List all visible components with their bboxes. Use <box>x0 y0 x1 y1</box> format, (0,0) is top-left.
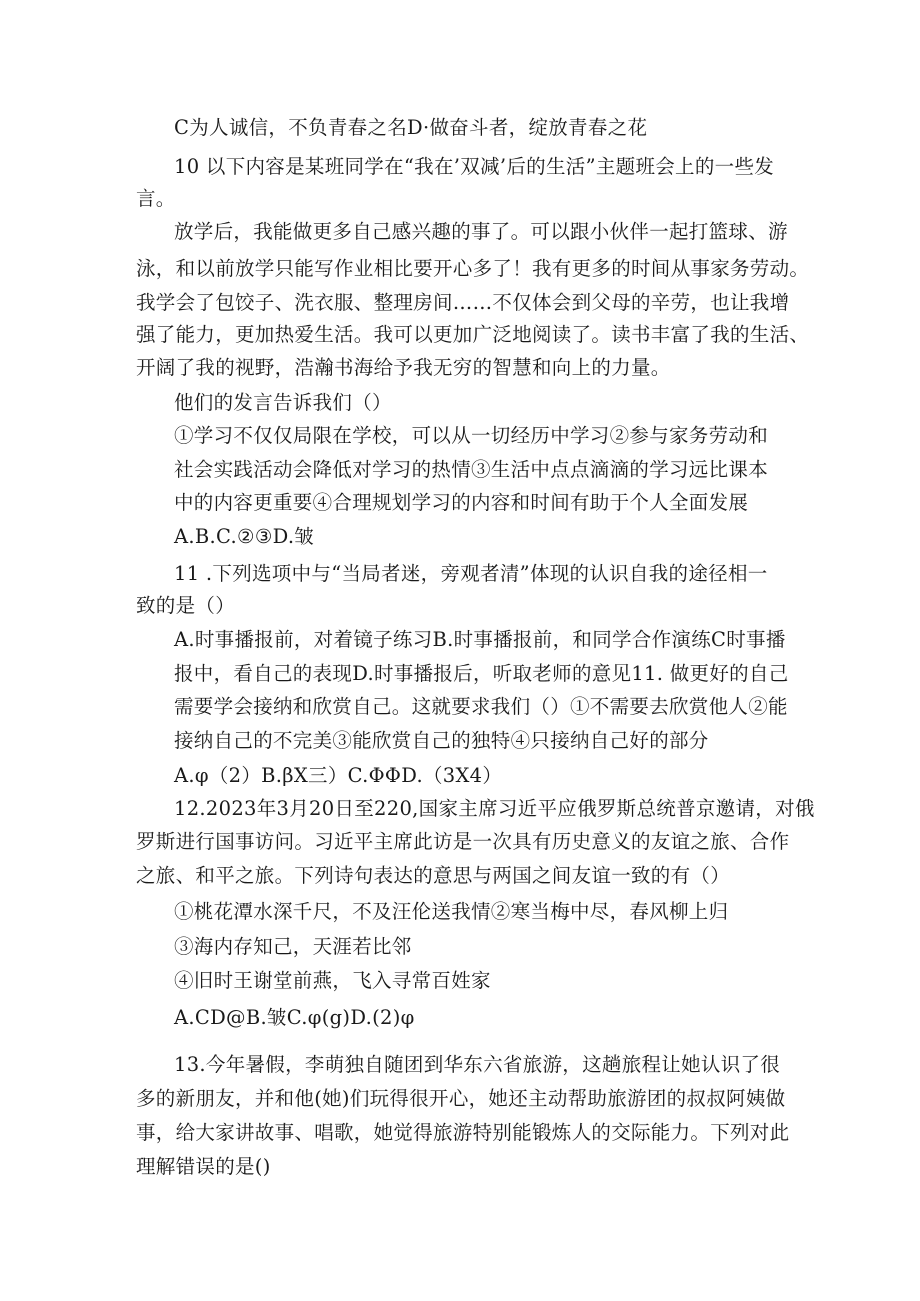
question-12-stem: 12.2023年3月20日至220,国家主席习近平应俄罗斯总统普京邀请，对俄 <box>174 797 815 820</box>
answer-options: A.时事播报前，对着镜子练习B.时事播报前，和同学合作演练C时事播 <box>174 628 786 651</box>
passage-line: 放学后，我能做更多自己感兴趣的事了。可以跟小伙伴一起打篮球、游 <box>174 220 788 243</box>
statement-line: 社会实践活动会降低对学习的热情③生活中点点滴滴的学习远比课本 <box>174 458 769 481</box>
question-10-stem: 10 以下内容是某班同学在“我在’双减’后的生活”主题班会上的一些发 <box>174 155 775 178</box>
statement-line: 中的内容更重要④合理规划学习的内容和时间有助于个人全面发展 <box>174 491 749 514</box>
passage-line: 我学会了包饺子、洗衣服、整理房间……不仅体会到父母的辛劳，也让我增 <box>136 291 790 314</box>
question-12-stem: 罗斯进行国事访问。习近平主席此访是一次具有历史意义的友谊之旅、合作 <box>136 830 790 853</box>
question-13-stem: 事，给大家讲故事、唱歌，她觉得旅游特别能锻炼人的交际能力。下列对此 <box>136 1121 790 1144</box>
question-10-prompt: 他们的发言告诉我们（） <box>174 391 392 414</box>
poem-line: ①桃花潭水深千尺，不及汪伦送我情②寒当梅中尽，春风柳上归 <box>174 900 729 923</box>
passage-line: 开阔了我的视野，浩瀚书海给予我无穷的智慧和向上的力量。 <box>136 356 671 379</box>
passage-line: 泳，和以前放学只能写作业相比要开心多了！我有更多的时间从事家务劳动。 <box>136 257 810 280</box>
answer-options: A.CD@B.皱C.φ(g)D.(2)φ <box>174 1006 415 1029</box>
statement-line: 接纳自己的不完美③能欣赏自己的独特④只接纳自己好的部分 <box>174 729 709 752</box>
question-11-stem-end: 致的是（） <box>136 594 236 617</box>
question-13-stem: 多的新朋友，并和他(她)们玩得很开心，她还主动帮助旅游团的叔叔阿姨做 <box>136 1087 786 1110</box>
question-10-stem-end: 言。 <box>136 187 176 210</box>
question-13-stem: 理解错误的是() <box>136 1155 271 1178</box>
answer-options: A.φ（2）B.βX三）C.ΦΦD.（3X4） <box>174 764 503 787</box>
question-13-stem: 13.今年暑假，李萌独自随团到华东六省旅游，这趟旅程让她认识了很 <box>174 1053 781 1076</box>
poem-line: ④旧时王谢堂前燕，飞入寻常百姓家 <box>174 969 491 992</box>
question-stem: 需要学会接纳和欣赏自己。这就要求我们（）①不需要去欣赏他人②能 <box>174 695 788 718</box>
answer-options: 报中，看自己的表现D.时事播报后，听取老师的意见11. 做更好的自己 <box>174 662 789 685</box>
option-line-c-d: C为人诚信，不负青春之名D·做奋斗者，绽放青春之花 <box>174 116 648 139</box>
passage-line: 强了能力，更加热爱生活。我可以更加广泛地阅读了。读书丰富了我的生活、 <box>136 323 810 346</box>
statement-line: ①学习不仅仅局限在学校，可以从一切经历中学习②参与家务劳动和 <box>174 424 769 447</box>
question-11-stem: 11 .下列选项中与“当局者迷，旁观者清”体现的认识自我的途径相一 <box>174 562 768 585</box>
answer-options: A.B.C.②③D.皱 <box>174 525 315 548</box>
poem-line: ③海内存知己，天涯若比邻 <box>174 935 412 958</box>
question-12-stem: 之旅、和平之旅。下列诗句表达的意思与两国之间友谊一致的有（） <box>136 864 731 887</box>
